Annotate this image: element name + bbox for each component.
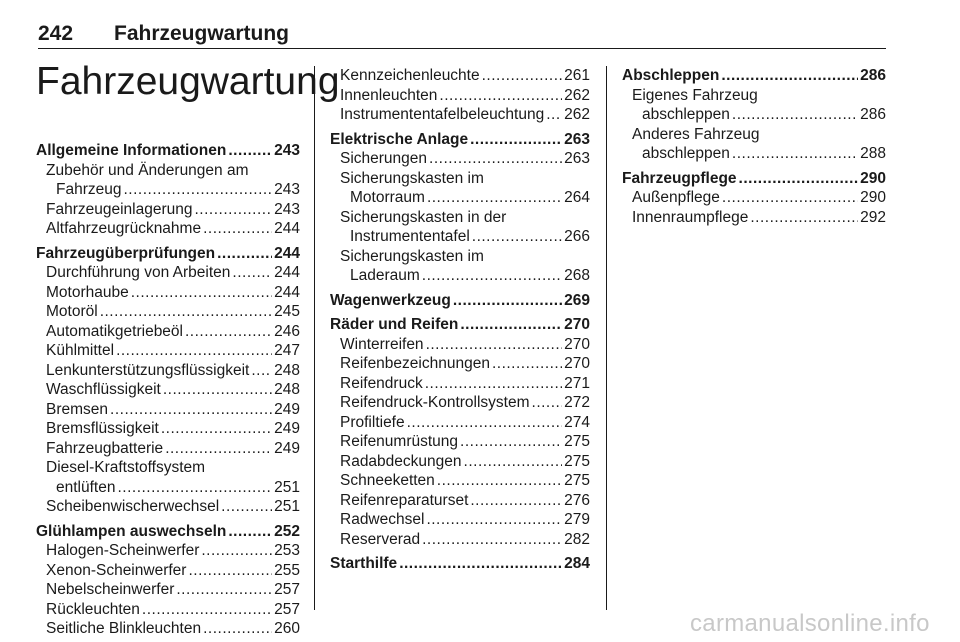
toc-page-number: 268 bbox=[564, 267, 590, 284]
leader-dots bbox=[470, 130, 562, 150]
toc-entry[interactable] bbox=[330, 335, 590, 355]
toc-entry[interactable] bbox=[330, 413, 590, 433]
toc-page-number: 249 bbox=[274, 400, 300, 418]
toc-entry[interactable] bbox=[330, 510, 590, 530]
toc-entry[interactable] bbox=[622, 86, 886, 125]
toc-entry-title: Allgemeine Informationen bbox=[36, 142, 227, 159]
toc-page-number: 288 bbox=[860, 145, 886, 162]
toc-entry-title: Durchführung von Arbeiten bbox=[46, 264, 231, 281]
toc-page-number: 270 bbox=[564, 355, 590, 372]
toc-page-number: 244 bbox=[274, 264, 300, 281]
toc-entry-title: Innenraumpflege bbox=[632, 208, 749, 226]
toc-page-number: 274 bbox=[564, 413, 590, 431]
toc-page-number: 253 bbox=[274, 542, 300, 559]
leader-dots bbox=[472, 227, 562, 247]
toc-entry[interactable] bbox=[36, 302, 300, 322]
toc-entry[interactable] bbox=[330, 374, 590, 394]
toc-entry[interactable] bbox=[36, 439, 300, 459]
toc-entry-title: Nebelscheinwerfer bbox=[46, 581, 175, 598]
leader-dots bbox=[142, 600, 272, 620]
leader-dots bbox=[732, 105, 858, 125]
toc-page-number: 270 bbox=[564, 335, 590, 353]
toc-entry-title: Fahrzeugpflege bbox=[622, 169, 737, 187]
toc-section[interactable] bbox=[622, 66, 886, 86]
toc-entry-title: Reifendruck bbox=[340, 374, 423, 392]
toc-entry-title: Altfahrzeugrücknahme bbox=[46, 220, 202, 237]
toc-page-number: 246 bbox=[274, 322, 300, 340]
leader-dots bbox=[426, 335, 563, 355]
leader-dots bbox=[422, 530, 562, 550]
toc-page-number: 245 bbox=[274, 303, 300, 320]
toc-entry[interactable] bbox=[330, 86, 590, 106]
toc-page-number: 244 bbox=[274, 283, 300, 301]
toc-page-number: 272 bbox=[564, 394, 590, 411]
column-divider bbox=[314, 66, 315, 610]
leader-dots bbox=[722, 188, 858, 208]
toc-page-number: 249 bbox=[274, 420, 300, 437]
toc-page-number: 290 bbox=[860, 169, 886, 187]
leader-dots bbox=[425, 374, 562, 394]
toc-entry[interactable] bbox=[36, 219, 300, 239]
toc-entry[interactable] bbox=[330, 530, 590, 550]
toc-section[interactable] bbox=[622, 169, 886, 189]
toc-entry-title: Schneeketten bbox=[340, 472, 435, 489]
toc-entry[interactable] bbox=[36, 541, 300, 561]
toc-entry[interactable] bbox=[622, 125, 886, 164]
toc-page-number: 244 bbox=[274, 220, 300, 237]
toc-entry-title: Waschflüssigkeit bbox=[46, 381, 161, 398]
toc-page-number: 276 bbox=[564, 491, 590, 509]
leader-dots bbox=[195, 200, 273, 220]
toc-entry-title: Fahrzeugeinlagerung bbox=[46, 200, 193, 218]
leader-dots bbox=[532, 393, 563, 413]
toc-entry-title-cont: Fahrzeug bbox=[56, 181, 122, 198]
leader-dots bbox=[163, 380, 272, 400]
toc-entry[interactable] bbox=[330, 66, 590, 86]
toc-page-number: 251 bbox=[274, 498, 300, 515]
toc-page-number: 257 bbox=[274, 581, 300, 598]
leader-dots bbox=[460, 432, 562, 452]
leader-dots bbox=[546, 105, 562, 125]
toc-page-number: 257 bbox=[274, 600, 300, 618]
toc-column-2 bbox=[330, 66, 590, 574]
leader-dots bbox=[482, 66, 563, 86]
toc-entry[interactable] bbox=[622, 188, 886, 208]
leader-dots bbox=[470, 491, 562, 511]
toc-entry[interactable] bbox=[330, 491, 590, 511]
toc-entry[interactable] bbox=[36, 561, 300, 581]
leader-dots bbox=[100, 302, 272, 322]
toc-entry-title: Lenkunterstützungsflüssigkeit bbox=[46, 361, 250, 379]
toc-entry-title: Motoröl bbox=[46, 303, 98, 320]
leader-dots bbox=[203, 619, 272, 639]
toc-page-number: 275 bbox=[564, 433, 590, 450]
toc-entry[interactable] bbox=[330, 105, 590, 125]
watermark: carmanualsonline.info bbox=[690, 610, 930, 637]
toc-entry[interactable] bbox=[622, 208, 886, 228]
toc-section[interactable] bbox=[330, 130, 590, 150]
toc-entry-title: Anderes Fahrzeug bbox=[632, 125, 760, 143]
leader-dots bbox=[492, 354, 562, 374]
toc-entry-title: Zubehör und Änderungen am bbox=[46, 161, 249, 179]
toc-entry-title: Reifendruck-Kontrollsystem bbox=[340, 394, 530, 411]
toc-entry-title: Sicherungskasten im bbox=[340, 247, 484, 265]
toc-entry-title: Instrumententafelbeleuchtung bbox=[340, 106, 545, 123]
toc-page-number: 247 bbox=[274, 342, 300, 359]
toc-entry-title-cont: entlüften bbox=[56, 478, 116, 496]
toc-entry[interactable] bbox=[36, 400, 300, 420]
toc-entry-title: Wagenwerkzeug bbox=[330, 291, 451, 309]
toc-entry-title: Automatikgetriebeöl bbox=[46, 322, 183, 340]
toc-entry-title: Reifenbezeichnungen bbox=[340, 355, 490, 372]
toc-entry-title: Außenpflege bbox=[632, 189, 720, 206]
chapter-title: Fahrzeugwartung bbox=[36, 60, 340, 103]
toc-entry-title: Winterreifen bbox=[340, 335, 424, 353]
leader-dots bbox=[228, 141, 272, 161]
toc-entry-title: Radabdeckungen bbox=[340, 452, 462, 470]
toc-page-number: 248 bbox=[274, 361, 300, 379]
toc-entry[interactable] bbox=[36, 580, 300, 600]
toc-entry-title: Reifenumrüstung bbox=[340, 433, 459, 450]
leader-dots bbox=[399, 554, 562, 574]
leader-dots bbox=[453, 291, 562, 311]
leader-dots bbox=[117, 478, 272, 498]
toc-entry[interactable] bbox=[330, 208, 590, 247]
page-header bbox=[38, 22, 886, 49]
toc-entry-title: Motorhaube bbox=[46, 283, 129, 301]
leader-dots bbox=[251, 361, 272, 381]
toc-page-number: 264 bbox=[564, 189, 590, 206]
leader-dots bbox=[185, 322, 272, 342]
column-divider bbox=[606, 66, 607, 610]
toc-entry-title: Sicherungskasten im bbox=[340, 169, 484, 187]
leader-dots bbox=[203, 219, 272, 239]
leader-dots bbox=[131, 283, 272, 303]
leader-dots bbox=[228, 522, 272, 542]
toc-entry-title: Sicherungskasten in der bbox=[340, 208, 507, 226]
leader-dots bbox=[165, 439, 272, 459]
toc-section[interactable] bbox=[330, 291, 590, 311]
toc-entry-title: Seitliche Blinkleuchten bbox=[46, 620, 202, 637]
toc-entry-title: Abschleppen bbox=[622, 67, 720, 84]
toc-entry-title: Halogen-Scheinwerfer bbox=[46, 542, 200, 559]
leader-dots bbox=[110, 400, 272, 420]
leader-dots bbox=[739, 169, 859, 189]
toc-entry-title: Reifenreparaturset bbox=[340, 491, 469, 509]
toc-entry-title: Elektrische Anlage bbox=[330, 130, 469, 148]
toc-entry-title: Fahrzeugüberprüfungen bbox=[36, 244, 216, 262]
leader-dots bbox=[188, 561, 272, 581]
toc-entry[interactable] bbox=[36, 200, 300, 220]
toc-page-number: 243 bbox=[274, 181, 300, 198]
toc-page-number: 261 bbox=[564, 67, 590, 84]
toc-page-number: 266 bbox=[564, 228, 590, 245]
toc-page-number: 248 bbox=[274, 381, 300, 398]
leader-dots bbox=[429, 149, 562, 169]
leader-dots bbox=[232, 263, 272, 283]
toc-entry[interactable] bbox=[36, 361, 300, 381]
toc-entry[interactable] bbox=[36, 600, 300, 620]
toc-entry[interactable] bbox=[330, 149, 590, 169]
toc-entry[interactable] bbox=[330, 432, 590, 452]
toc-page-number: 251 bbox=[274, 478, 300, 496]
toc-column-1 bbox=[36, 141, 300, 639]
toc-page-number: 263 bbox=[564, 150, 590, 167]
toc-page-number: 249 bbox=[274, 439, 300, 457]
leader-dots bbox=[176, 580, 272, 600]
toc-entry-title: Kühlmittel bbox=[46, 342, 115, 359]
toc-entry[interactable] bbox=[36, 263, 300, 283]
toc-page-number: 260 bbox=[274, 620, 300, 637]
leader-dots bbox=[464, 452, 563, 472]
toc-entry-title: Innenleuchten bbox=[340, 86, 438, 104]
leader-dots bbox=[407, 413, 563, 433]
toc-column-3 bbox=[622, 66, 886, 227]
toc-page-number: 286 bbox=[860, 106, 886, 123]
toc-entry[interactable] bbox=[36, 419, 300, 439]
toc-section[interactable] bbox=[330, 315, 590, 335]
toc-page-number: 243 bbox=[274, 142, 300, 159]
toc-page-number: 282 bbox=[564, 530, 590, 548]
toc-entry-title: Xenon-Scheinwerfer bbox=[46, 561, 187, 579]
toc-entry-title: Eigenes Fahrzeug bbox=[632, 86, 758, 104]
toc-entry-title: Profiltiefe bbox=[340, 413, 405, 431]
toc-entry-title: Diesel-Kraftstoffsystem bbox=[46, 459, 206, 476]
toc-page-number: 269 bbox=[564, 291, 590, 309]
toc-page-number: 255 bbox=[274, 561, 300, 579]
toc-section[interactable] bbox=[36, 141, 300, 161]
toc-entry-title: Radwechsel bbox=[340, 511, 425, 528]
toc-section[interactable] bbox=[36, 522, 300, 542]
toc-entry[interactable] bbox=[36, 341, 300, 361]
toc-entry[interactable] bbox=[36, 380, 300, 400]
toc-page-number: 284 bbox=[564, 555, 590, 572]
leader-dots bbox=[439, 86, 562, 106]
toc-page-number: 275 bbox=[564, 472, 590, 489]
toc-page-number: 243 bbox=[274, 200, 300, 218]
toc-entry-title: Sicherungen bbox=[340, 150, 428, 167]
leader-dots bbox=[217, 244, 272, 264]
toc-page-number: 252 bbox=[274, 522, 300, 540]
toc-page-number: 292 bbox=[860, 208, 886, 226]
leader-dots bbox=[460, 315, 562, 335]
toc-page-number: 271 bbox=[564, 374, 590, 392]
toc-entry[interactable] bbox=[36, 322, 300, 342]
toc-entry-title-cont: abschleppen bbox=[642, 145, 730, 162]
toc-entry-title-cont: Laderaum bbox=[350, 267, 420, 284]
leader-dots bbox=[426, 510, 562, 530]
toc-page-number: 262 bbox=[564, 106, 590, 123]
toc-entry-title: Glühlampen auswechseln bbox=[36, 522, 227, 540]
toc-page-number: 286 bbox=[860, 67, 886, 84]
leader-dots bbox=[161, 419, 272, 439]
toc-section[interactable] bbox=[330, 554, 590, 574]
toc-entry-title: Fahrzeugbatterie bbox=[46, 439, 164, 457]
running-title: Fahrzeugwartung bbox=[114, 22, 290, 45]
toc-entry[interactable] bbox=[330, 354, 590, 374]
toc-entry[interactable] bbox=[330, 169, 590, 208]
page-number: 242 bbox=[38, 22, 74, 45]
toc-entry[interactable] bbox=[330, 452, 590, 472]
toc-entry[interactable] bbox=[36, 283, 300, 303]
toc-entry-title-cont: Instrumententafel bbox=[350, 228, 470, 245]
toc-entry[interactable] bbox=[330, 393, 590, 413]
leader-dots bbox=[750, 208, 858, 228]
toc-page-number: 275 bbox=[564, 452, 590, 470]
toc-entry[interactable] bbox=[330, 247, 590, 286]
leader-dots bbox=[732, 144, 858, 164]
toc-page-number: 244 bbox=[274, 244, 300, 262]
leader-dots bbox=[116, 341, 272, 361]
toc-page-number: 279 bbox=[564, 511, 590, 528]
toc-page-number: 290 bbox=[860, 189, 886, 206]
leader-dots bbox=[123, 180, 272, 200]
toc-entry-title: Bremsen bbox=[46, 400, 109, 418]
toc-entry[interactable] bbox=[36, 161, 300, 200]
toc-entry[interactable] bbox=[36, 619, 300, 639]
toc-entry[interactable] bbox=[36, 497, 300, 517]
toc-entry-title-cont: abschleppen bbox=[642, 106, 730, 123]
toc-entry-title: Kennzeichenleuchte bbox=[340, 67, 480, 84]
toc-entry-title-cont: Motorraum bbox=[350, 189, 425, 206]
toc-section[interactable] bbox=[36, 244, 300, 264]
toc-entry[interactable] bbox=[330, 471, 590, 491]
toc-entry-title: Reserverad bbox=[340, 530, 421, 548]
leader-dots bbox=[721, 66, 858, 86]
leader-dots bbox=[422, 266, 562, 286]
leader-dots bbox=[427, 188, 562, 208]
toc-page-number: 263 bbox=[564, 130, 590, 148]
toc-page-number: 262 bbox=[564, 86, 590, 104]
leader-dots bbox=[221, 497, 272, 517]
toc-entry-title: Rückleuchten bbox=[46, 600, 140, 618]
toc-page-number: 270 bbox=[564, 316, 590, 333]
leader-dots bbox=[201, 541, 272, 561]
toc-entry-title: Scheibenwischerwechsel bbox=[46, 498, 220, 515]
toc-entry-title: Starthilfe bbox=[330, 555, 398, 572]
leader-dots bbox=[437, 471, 562, 491]
toc-entry-title: Bremsflüssigkeit bbox=[46, 420, 159, 437]
toc-entry-title: Räder und Reifen bbox=[330, 316, 459, 333]
toc-entry[interactable] bbox=[36, 458, 300, 497]
